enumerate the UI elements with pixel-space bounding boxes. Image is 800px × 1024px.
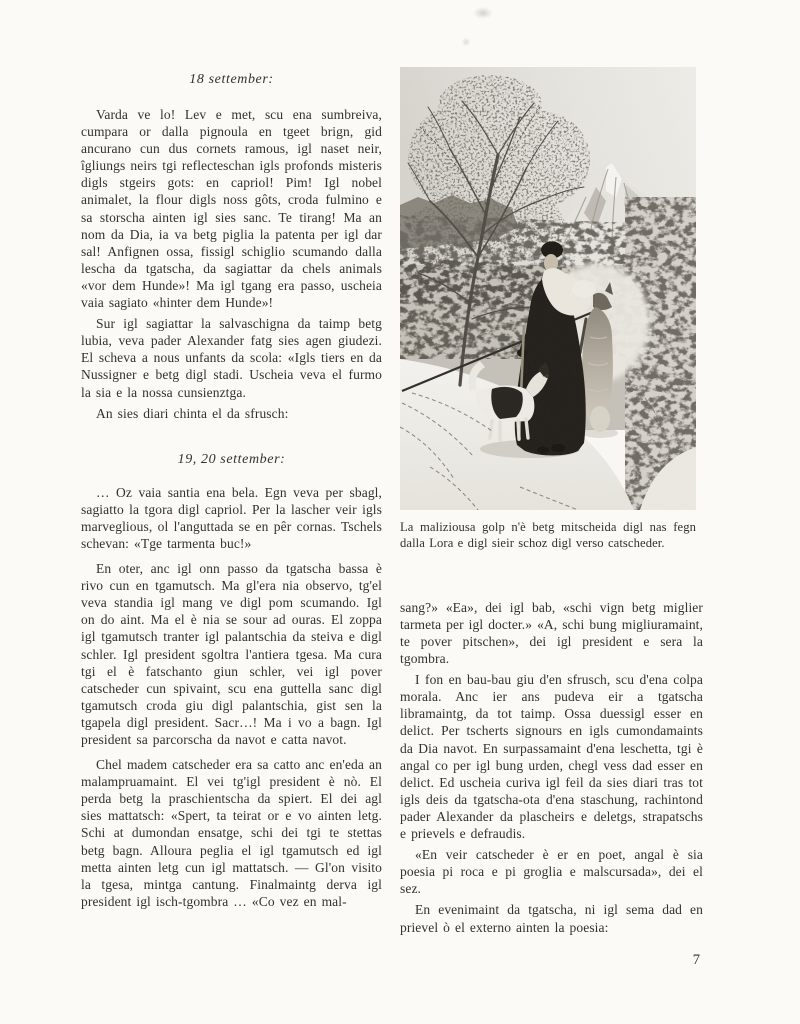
right-column-text (400, 599, 703, 936)
page-number: 7 (692, 951, 700, 968)
section-heading-18-settember: 18 settember: (189, 72, 274, 87)
scan-smudge (460, 36, 472, 48)
paragraph-oz: … Oz vaia santia ena bela. Egn veva per sbagl, sagiatto la tgora digl capriol. Per la lascher veir igls marveglious, ol l'anguttada se en pêr cornas. Tschels schevan: «Tge tarmenta buc!» (81, 484, 382, 551)
paragraph-i-fon: I fon en bau-bau giu d'en sfrusch, scu d'ena colpa morala. Anc ier ans pudeva eir a tgatscha libramaintg, da tot taimp. Ossa duessigl esser en delict. Per tscherts signours en igls cumondamaints da Dia navot. En surpassamaint d'ena leschetta, tgi è angal co per igl bung urden, chegl vess dad esser en delict. Ed uscheia curiva igl feil da sies diari tras tot igls deis da tgatscha-ota d'ena staschung, rachintond pader Alexander da plascheirs e deletgs, strapatschs e prievels e defraudis. (400, 672, 703, 842)
paragraph-chel: Chel madem catscheder era sa catto anc en'eda an malampruamaint. El vei tg'igl president è nò. El perda betg la praschientscha da spiert. El dei agl sies mattatsch: «Spert, ta teirat or e vo ainten letg. Schi at dumondan ensatge, schi dei tgi te stettas betg bagn. Alloura peglia el igl tgamutsch ed igl metta ainten letg cun igl mattatsch. — Gl'on visito la tgesa, mintga cantung. Finalmaintg derva igl president igl isch-tgombra … «Co vez en mal- (81, 757, 382, 909)
paragraph-sang: sang?» «Ea», dei igl bab, «schi vign betg miglier tarmeta per igl docter.» «A, schi bung migliuramaint, te pover pitschen», dei igl president e sera la tgombra. (400, 599, 703, 667)
paragraph-varda: Varda ve lo! Lev e met, scu ena sumbreiva, cumpara or dalla pignoula en tgeet brign, gid ancurano cun dus cornets ramous, igl naset neir, îgliungs neirs tgi reflecteschan igls profonds misteris digls stgeirs gots: en capriol! Pim! Igl nobel animalet, la flour digls noss gôts, croda fulmino e sa storscha ainten igl sies sanc. Te tirang! Ma an nom da Dia, ia va betg piglia la patenta per igl dar sal! Anfignen ossa, fissigl schiglio scumando dalla lescha da tgatscha, da sagiattar da chels animals «vor dem Hunde»! Ma igl tgang era passo, uscheia vaia sagiato «hinter dem Hunde»! (81, 107, 382, 311)
paragraph-en-veir: «En veir catscheder è er en poet, angal è sia poesia pi roca e pi groglia e malscursada», dei el sez. (400, 847, 703, 897)
right-column (400, 67, 703, 969)
paragraph-evenimaint: En evenimaint da tgatscha, ni igl sema dad en prievel ò el externo ainten la poesia: (400, 902, 703, 935)
paragraph-en-oter: En oter, anc igl onn passo da tgatscha bassa è rivo cun en tgamutsch. Ma gl'era nia observo, tg'el veva standia igl mang ve digl pom scumando. Igl on do aint. Ma el è nia se sour ad ouras. El zoppa igl tgamutsch tranter igl palantschia da steiva e digl schler. Igl president sgoltra l'antiera tgesa. Ma cura tgi el è fatschanto giun schler, vei igl pover catscheder cun spivaint, scu ena guttella sanc digl tgamutsch croda giu digl palantschia, gist sen la tgapela digl president. Sacr…! Ma i vo a bagn. Igl president sa parcorscha da navot e catta navot. (81, 561, 382, 747)
photo-monk-with-fox-and-dog (400, 67, 696, 510)
paragraph-diari: An sies diari chinta el da sfrusch: (96, 405, 289, 421)
section-heading-19-20-settember: 19, 20 settember: (177, 451, 286, 467)
scan-smudge (470, 5, 496, 21)
paragraph-sur: Sur igl sagiattar la salvaschigna da taimp betg lubia, veva pader Alexander fatg sies agen giudezi. El scheva a nous unfants da scola: «Igls tiers en da Nussigner e betg digl stadi. Uscheia veva el furmo la sia e la nossa cunsienztga. (81, 316, 382, 400)
photo-figure (400, 67, 696, 552)
photo-grain (400, 67, 696, 510)
photo-caption: La maliziousa golp n'è betg mitscheida digl nas fegn dalla Lora e digl sieir schoz digl verso catscheder. (400, 520, 696, 551)
left-column (81, 72, 382, 914)
